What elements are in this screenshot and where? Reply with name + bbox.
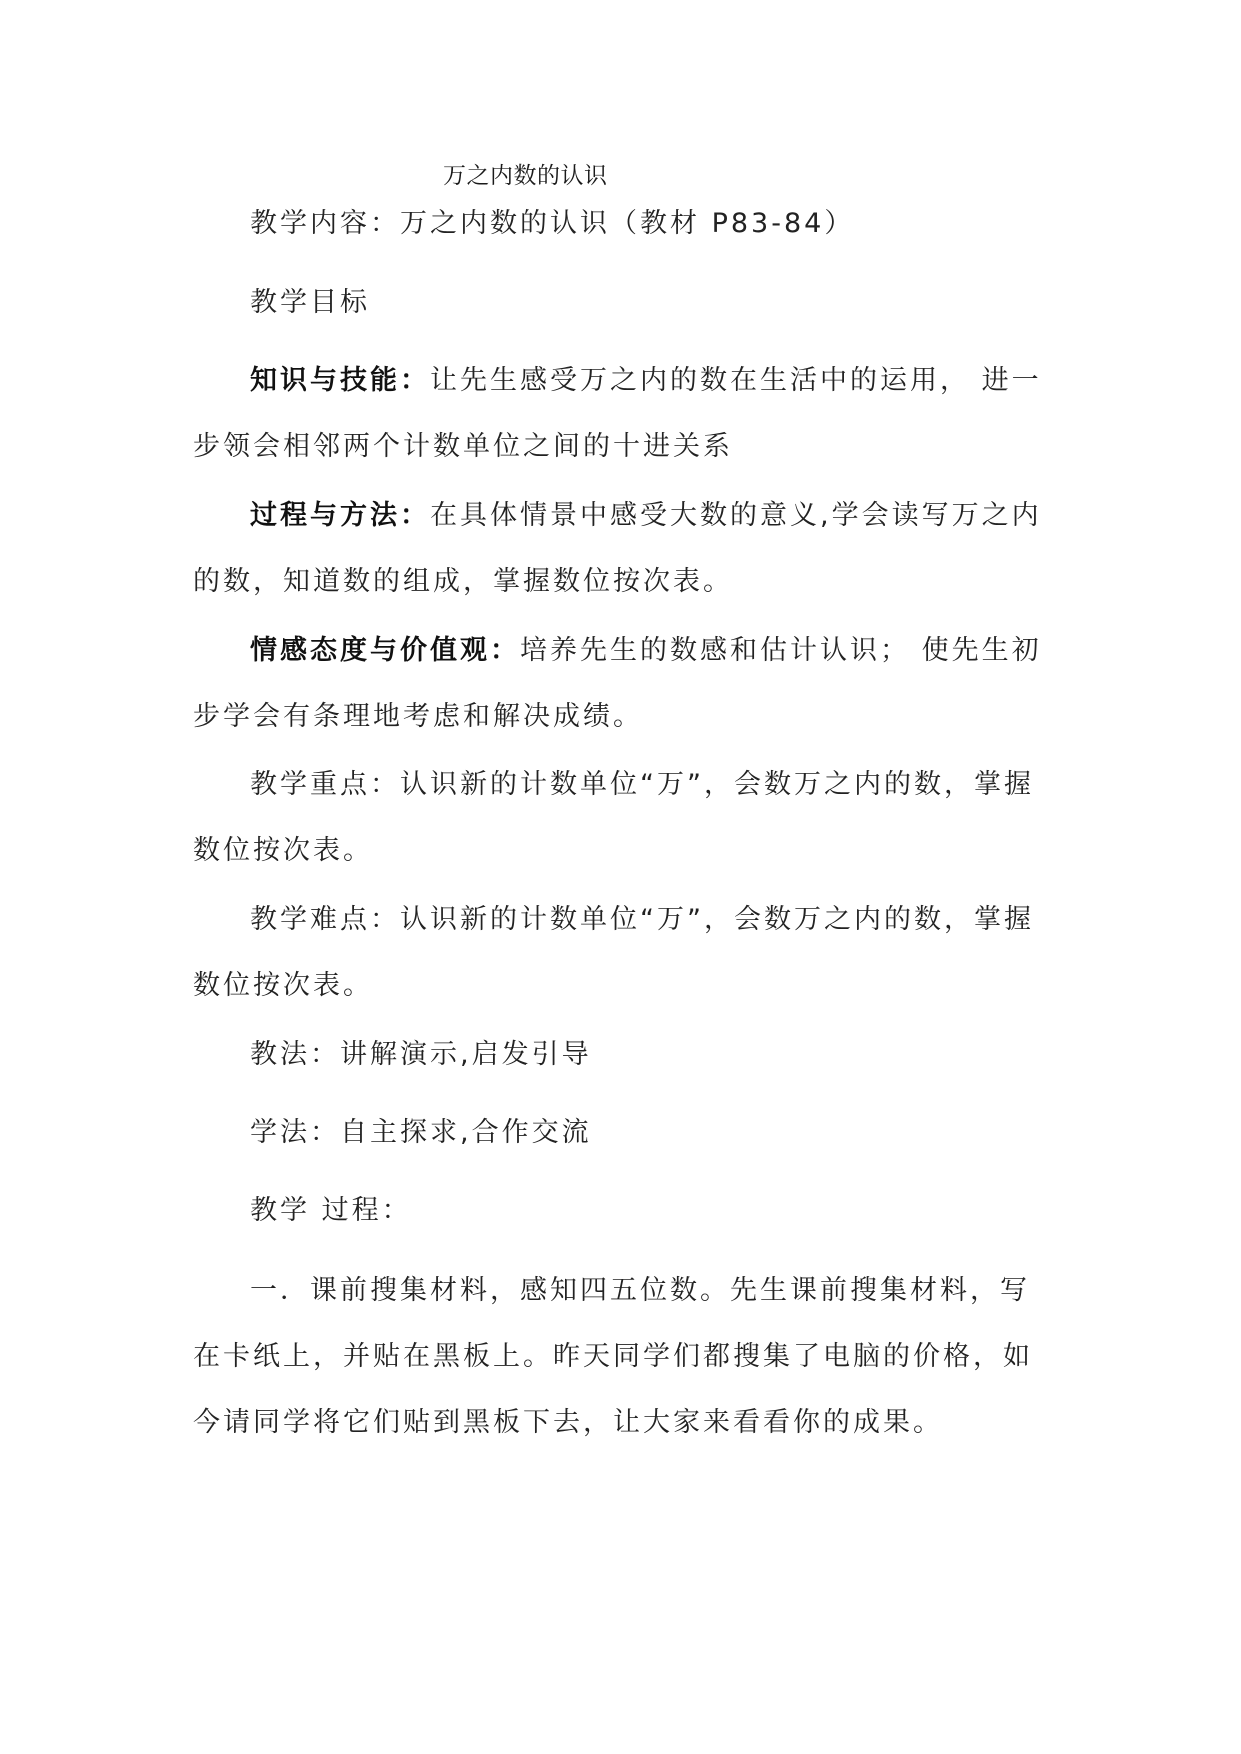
knowledge-skills-text: 让先生感受万之内的数在生活中的运用， 进一步领会相邻两个计数单位之间的十进关系 (193, 365, 1042, 462)
knowledge-skills-paragraph (193, 348, 1053, 480)
process-method-paragraph (193, 483, 1053, 615)
document-title: 万之内数的认识 (443, 163, 608, 189)
emotion-values-paragraph (193, 618, 1053, 750)
process-method-label: 过程与方法： (250, 500, 430, 531)
teaching-content: 教学内容：万之内数的认识（教材 P83-84） (250, 208, 855, 239)
step-one-paragraph: 一．课前搜集材料，感知四五位数。先生课前搜集材料，写在卡纸上，并贴在黑板上。昨天同学们都搜集了电脑的价格，如今请同学将它们贴到黑板下去，让大家来看看你的成果。 (193, 1275, 1033, 1438)
teaching-goals-heading: 教学目标 (250, 287, 370, 318)
learning-method: 学法：自主探求,合作交流 (250, 1117, 592, 1148)
emotion-values-text: 培养先生的数感和估计认识； 使先生初步学会有条理地考虑和解决成绩。 (193, 635, 1042, 732)
knowledge-skills-label: 知识与技能： (250, 365, 430, 396)
process-method-text: 在具体情景中感受大数的意义,学会读写万之内的数，知道数的组成，掌握数位按次表。 (193, 500, 1042, 597)
emotion-values-label: 情感态度与价值观： (250, 635, 520, 666)
teaching-method: 教法：讲解演示,启发引导 (250, 1039, 592, 1070)
key-point-paragraph: 教学重点：认识新的计数单位“万”，会数万之内的数，掌握数位按次表。 (193, 769, 1034, 866)
difficult-point-paragraph: 教学难点：认识新的计数单位“万”，会数万之内的数，掌握数位按次表。 (193, 904, 1034, 1001)
teaching-process-heading: 教学 过程： (250, 1195, 412, 1226)
